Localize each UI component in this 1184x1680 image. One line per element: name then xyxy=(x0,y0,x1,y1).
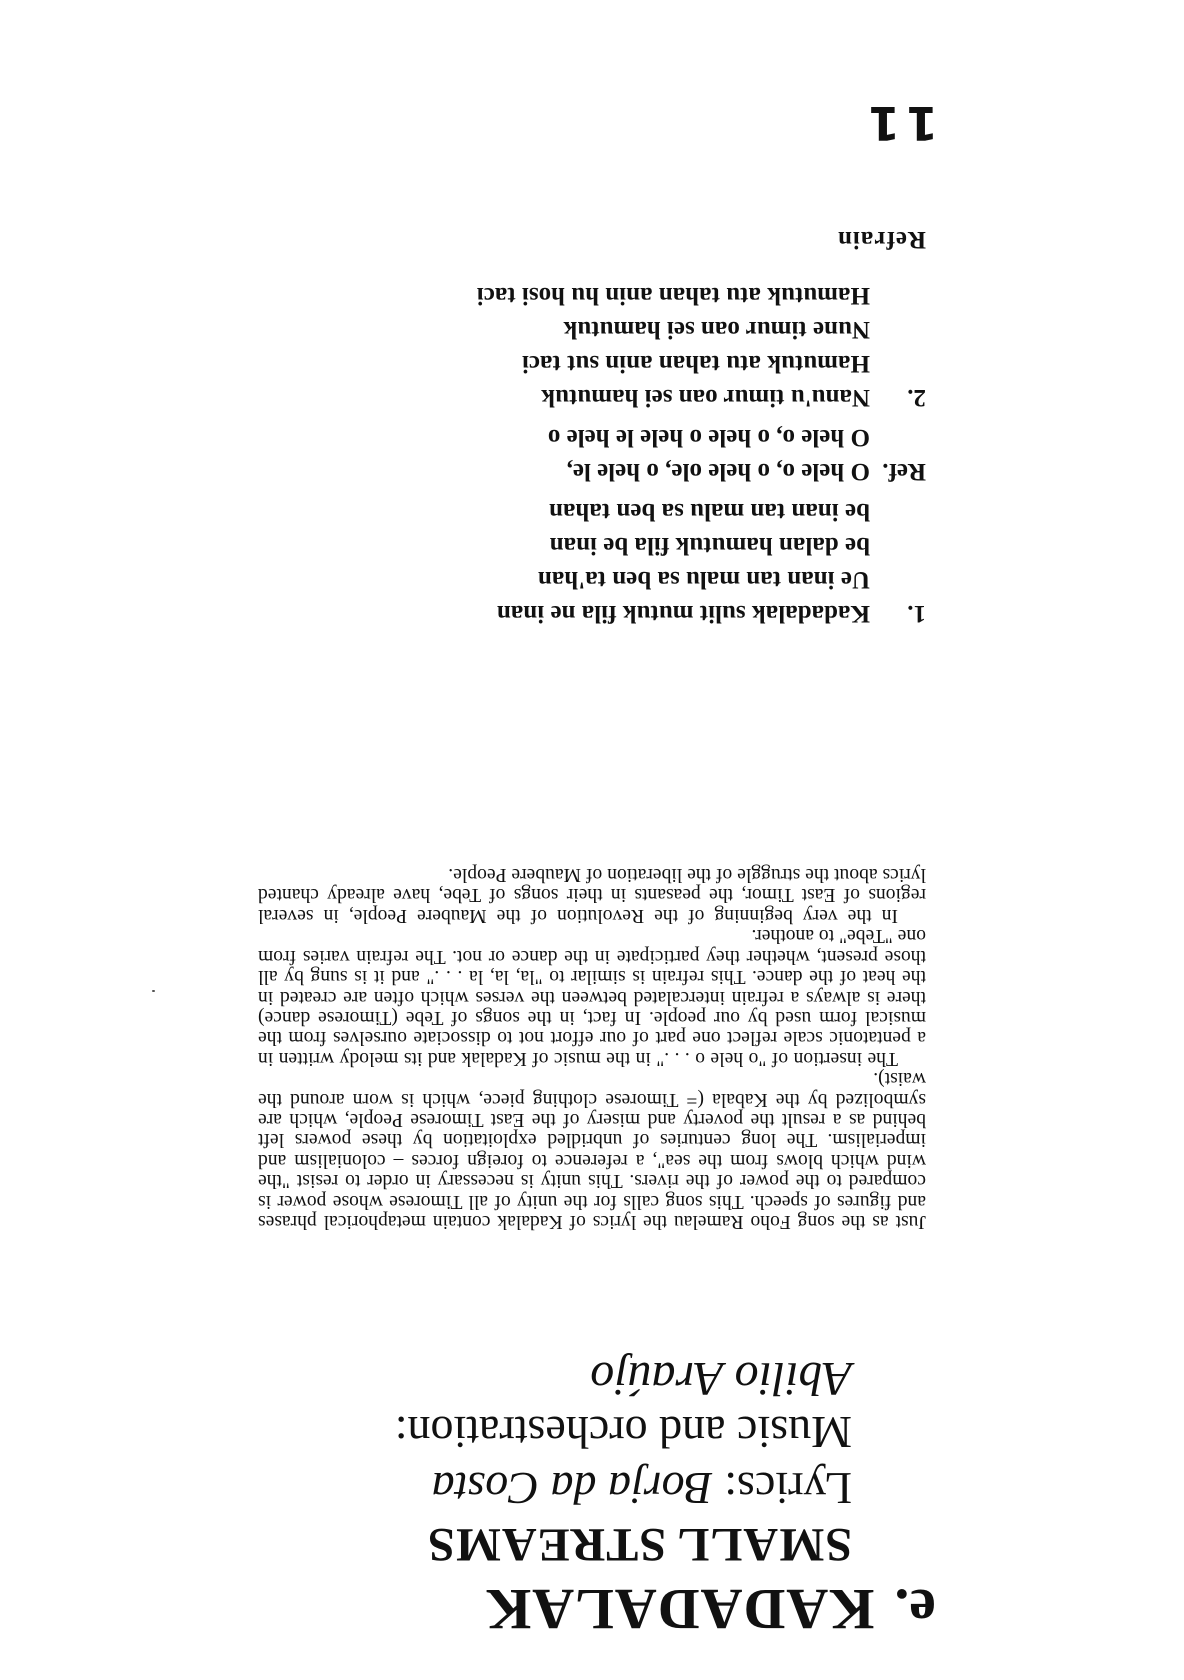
stanza-lines xyxy=(548,420,870,488)
scan-speck xyxy=(152,990,155,992)
refrain-stanza xyxy=(206,420,926,488)
song-header xyxy=(394,1352,936,1643)
stanza-marker: 1. xyxy=(907,600,926,627)
stanza-marker: Ref. xyxy=(882,458,926,485)
commentary-paragraph: The insertion of "o hele o . . ." in the music of Kadalak and its melody written in a pentatonic scale reflect one part of our effort not to dissociate ourselves from the musical form used by our people. In fact, in the songs of Tebe (Timorese dance) there is always a refrain intercalated between the verses which often are created in the heat of the dance. This refrain is similar to "la, la, la . . ." and it is sung by all those present, whether they participate in the dance or not. The refrain varies from one "Tebe" to another. xyxy=(258,925,926,1069)
lyric-line: Nanu'u timur oan sei hamutuk xyxy=(541,384,870,411)
music-credit-label: Music and orchestration: xyxy=(394,1406,852,1458)
lyrics-label: Lyrics: xyxy=(724,1463,852,1514)
song-subtitle: SMALL STREAMS xyxy=(426,1518,852,1571)
refrain-label: Refrain xyxy=(837,226,926,253)
lyric-line: Kadadalak sulit mutuk fila ne inan xyxy=(496,600,870,627)
lyric-line: Nune timur oan sei hamutuk xyxy=(563,316,870,343)
commentary-paragraph: In the very beginning of the Revolution of the Maubere People, in several regions of East Timor, the peasants in their songs of Tebe, have already chanted lyrics about the struggle of the liberation of Maubere People. xyxy=(258,864,926,926)
composer-name: Abilio Araújo xyxy=(590,1352,852,1406)
lyric-line: Ue inan tan malu sa ben ta'han xyxy=(537,566,870,593)
stanza-lines xyxy=(477,278,870,414)
lyrics-credit xyxy=(395,1464,852,1512)
lyric-line: Hamutuk atu tahan anin hu hosi taci xyxy=(476,282,870,309)
page-number: 11 xyxy=(862,96,939,150)
song-title: KADADALAK xyxy=(485,1577,875,1642)
lyric-line: be dalan hamutuk fila be inan xyxy=(549,532,870,559)
lyric-line: O hele o, o hele ole, o hele le, xyxy=(566,458,870,485)
lyric-line: Hamutuk atu tahan anin sut taci xyxy=(522,350,870,377)
lyrics-author: Borja da Costa xyxy=(431,1463,713,1514)
stanza-lines xyxy=(497,494,870,630)
title-line xyxy=(395,1577,936,1643)
song-lyrics xyxy=(206,222,926,630)
stanza-marker: 2. xyxy=(907,384,926,411)
stanza-2 xyxy=(206,278,926,414)
lyric-line: be inan tan malu sa ben tahan xyxy=(549,498,870,525)
commentary-text xyxy=(258,864,926,1231)
section-letter: e. xyxy=(894,1577,936,1643)
stanza-1 xyxy=(206,494,926,630)
lyric-line: O hele o, o hele o hele le hele o xyxy=(547,424,870,451)
commentary-paragraph: Just as the song Foho Ramelau the lyrics of Kadalak contain metaphorical phrases and figures of speech. This song calls for the unity of all Timorese whose power is compared to the power of the rivers. This unity is necessary in order to resist "the wind which blows from the sea", a reference to foreign forces – colonialism and imperialism. The long centuries of unbridled exploitation by these powers left behind as a result the poverty and misery of the East Timorese People, which are symbolized by the Kabala (= Timorese clothing piece, which is worn around the waist). xyxy=(258,1068,926,1232)
